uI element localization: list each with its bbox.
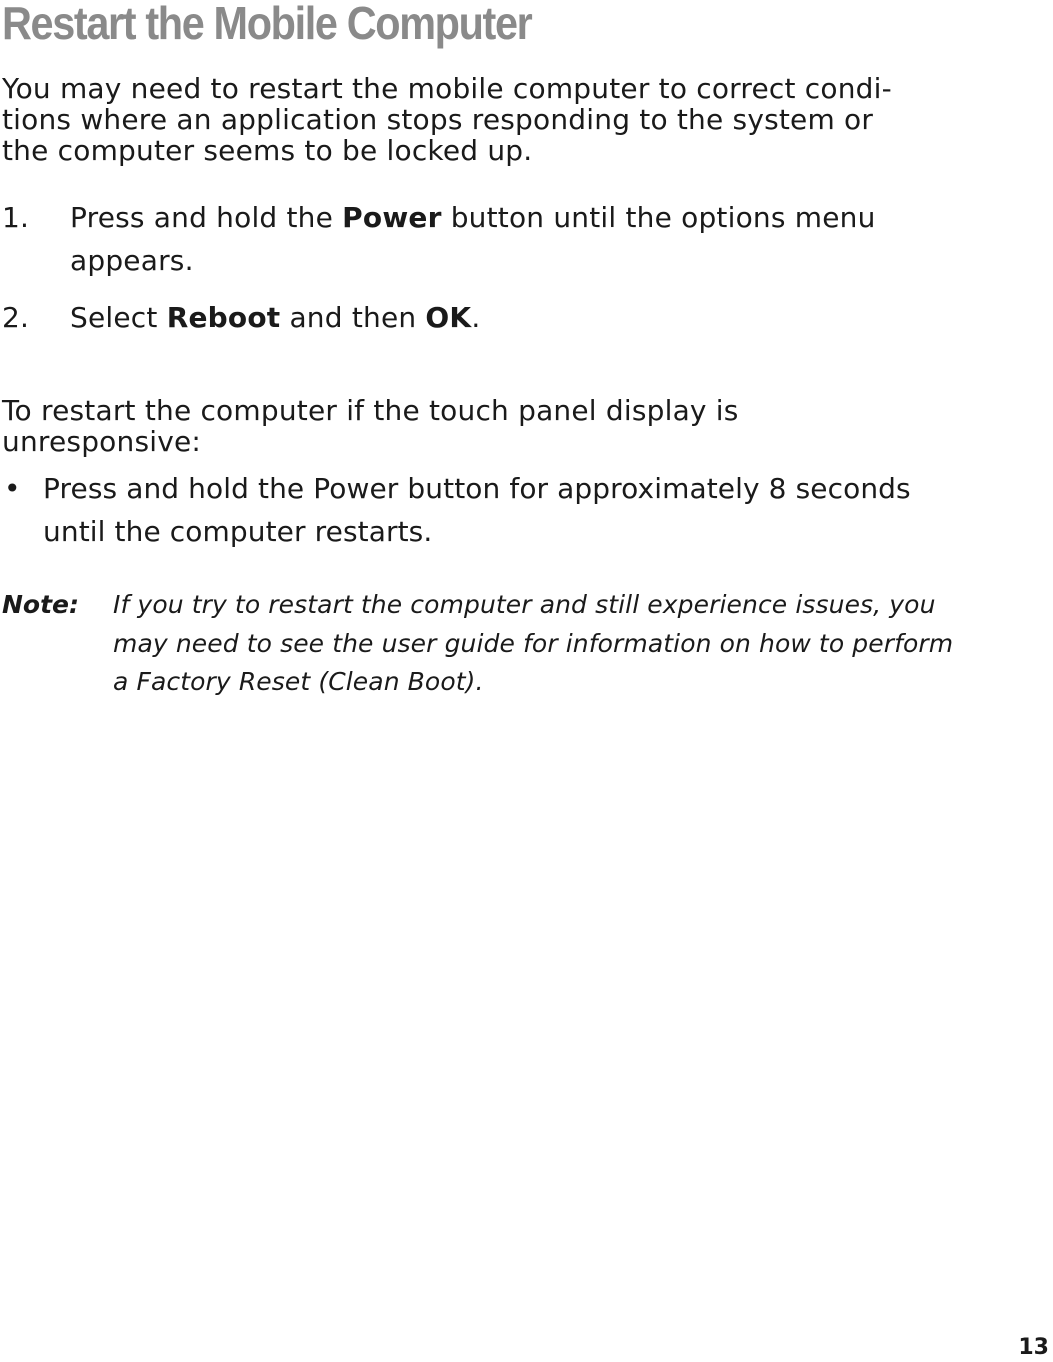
bullet-marker: • bbox=[4, 472, 21, 505]
bullet-text: Press and hold the Power button for approximately 8 seconds bbox=[43, 472, 911, 505]
step-text bbox=[70, 196, 1053, 239]
ok-keyword: OK bbox=[425, 301, 472, 334]
page-number: 13 bbox=[1018, 1335, 1049, 1360]
note-line: If you try to restart the computer and still experience issues, you bbox=[113, 590, 936, 619]
unresponsive-paragraph bbox=[2, 395, 1032, 457]
power-keyword: Power bbox=[342, 201, 442, 234]
step-text-part: Press and hold the bbox=[70, 201, 343, 234]
intro-paragraph bbox=[2, 73, 1032, 166]
note-body bbox=[113, 586, 953, 702]
step-item bbox=[0, 296, 1053, 339]
bullet-item bbox=[0, 467, 1053, 553]
unresponsive-line: unresponsive: bbox=[2, 425, 202, 458]
step-text-part: . bbox=[471, 301, 481, 334]
step-number: 2. bbox=[2, 301, 30, 334]
step-text-part: button until the options menu bbox=[441, 201, 876, 234]
step-text bbox=[70, 296, 1053, 339]
bullet-list bbox=[0, 467, 1053, 553]
page-title: Restart the Mobile Computer bbox=[2, 0, 532, 49]
step-continuation: appears. bbox=[70, 244, 194, 277]
note-line: a Factory Reset (Clean Boot). bbox=[113, 667, 484, 696]
note-label: Note: bbox=[2, 590, 80, 619]
intro-line: You may need to restart the mobile computer to correct condi- bbox=[2, 72, 892, 105]
intro-line: tions where an application stops responding to the system or bbox=[2, 103, 874, 136]
note-line: may need to see the user guide for information on how to perform bbox=[113, 628, 954, 658]
intro-line: the computer seems to be locked up. bbox=[2, 134, 533, 167]
step-text-part: Select bbox=[70, 301, 167, 334]
reboot-keyword: Reboot bbox=[166, 301, 281, 334]
steps-list bbox=[0, 196, 1053, 339]
step-number: 1. bbox=[2, 201, 30, 234]
bullet-text: until the computer restarts. bbox=[43, 515, 433, 548]
unresponsive-line: To restart the computer if the touch panel display is bbox=[2, 394, 739, 427]
step-text-part: and then bbox=[280, 301, 426, 334]
step-item bbox=[0, 196, 1053, 282]
